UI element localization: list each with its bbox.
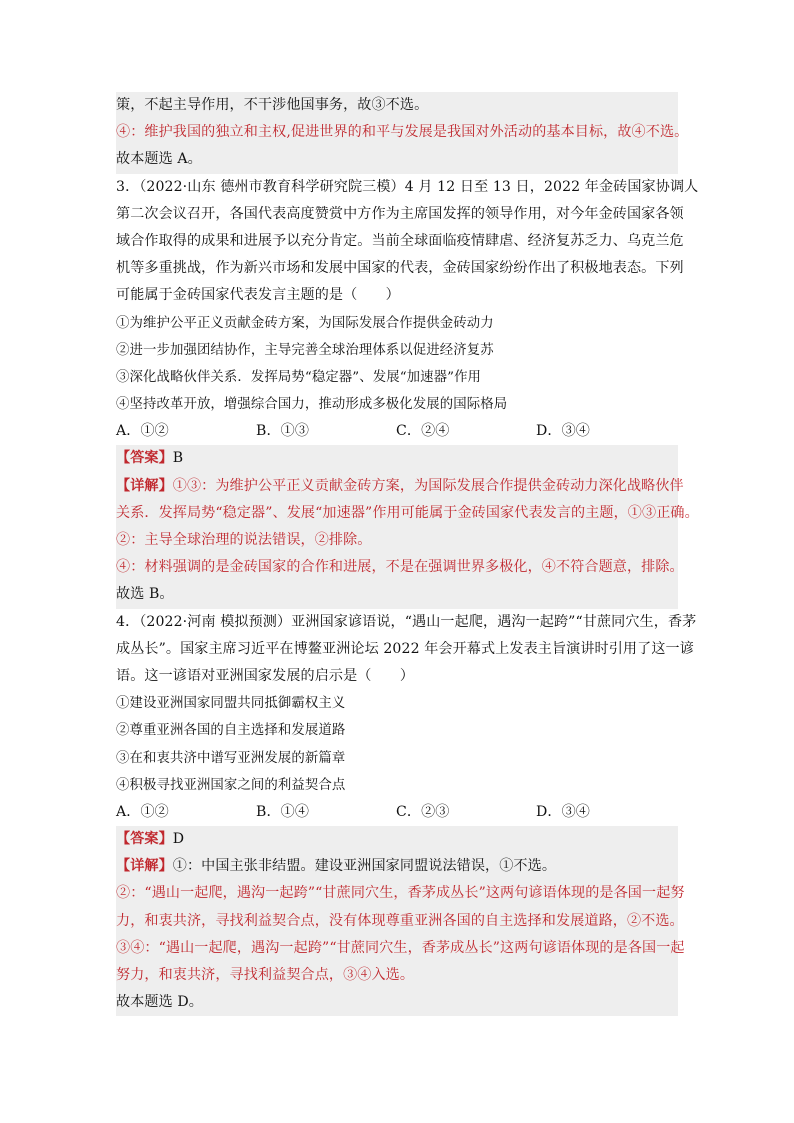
answer-value: D [172,831,185,848]
answer-block [116,445,699,608]
option-b: B．①④ [256,803,310,820]
explanation-line [116,473,684,500]
option-d: D．③④ [536,423,590,440]
question-stem-line: 成丛长”。国家主席习近平在博鳌亚洲论坛 2022 年会开幕式上发表主旨演讲时引用了这一谚 [116,640,694,657]
option-a: A．①② [116,423,169,440]
explanation-line: 力，和衷共济，寻找利益契合点，没有体现尊重亚洲各国的自主选择和发展道路，②不选。 [116,912,684,929]
option-c: C．②④ [396,423,450,440]
statement-item: ③在和衷共济中谱写亚洲发展的新篇章 [116,750,346,766]
question-stem-line: 3．（2022·山东 德州市教育科学研究院三模）4 月 12 日至 13 日，2022 年金砖国家协调人 [116,178,699,195]
statement-item: ①为维护公平正义贡献金砖方案，为国际发展合作提供金砖动力 [116,315,494,331]
page-content [116,92,699,1016]
question-stem-line: 可能属于金砖国家代表发言主题的是（ ） [116,287,400,304]
answer-options [116,418,678,445]
question-3 [116,174,699,609]
question-stem-line: 4．（2022·河南 模拟预测）亚洲国家谚语说，“遇山一起爬，遇沟一起跨”“甘蔗同穴生，香茅 [116,613,697,630]
prev-answer-line: ④：维护我国的独立和主权,促进世界的和平与发展是我国对外活动的基本目标，故④不选。 [116,124,689,141]
statement-item: ②尊重亚洲各国的自主选择和发展道路 [116,723,346,739]
explanation-line: 关系．发挥局势“稳定器”、发展“加速器”作用可能属于金砖国家代表发言的主题，①③正确。 [116,504,699,521]
statement-item: ④积极寻找亚洲国家之间的利益契合点 [116,777,346,793]
statement-item: ①建设亚洲国家同盟共同抵御霸权主义 [116,696,346,712]
option-d: D．③④ [536,803,590,820]
explanation-line: ④：材料强调的是金砖国家的合作和进展，不是在强调世界多极化，④不符合题意，排除。 [116,559,684,576]
answer-line [116,826,678,853]
prev-answer-block [116,92,689,174]
prev-answer-line: 策，不起主导作用，不干涉他国事务，故③不选。 [116,97,429,113]
conclusion-line: 故本题选 D。 [116,994,203,1011]
explanation-line: ②：主导全球治理的说法错误，②排除。 [116,532,372,548]
explanation-line: 努力，和衷共济，寻找利益契合点，③④入选。 [116,967,415,983]
answer-value: B [172,450,184,467]
option-b: B．①③ [256,423,310,440]
option-a: A．①② [116,803,169,820]
question-stem-line: 第二次会议召开，各国代表高度赞赏中方作为主席国发挥的领导作用，对今年金砖国家各领 [116,205,684,222]
explanation-tag: 【详解】 [116,477,173,494]
answer-block [116,826,685,1016]
statement-item: ④坚持改革开放，增强综合国力，推动形成多极化发展的国际格局 [116,397,508,413]
explanation-line: ②：“遇山一起爬，遇沟一起跨”“甘蔗同穴生，香茅成丛长”这两句谚语体现的是各国一起努 [116,885,685,902]
question-stem-line: 语。这一谚语对亚洲国家发展的启示是（ ） [116,667,415,684]
answer-line [116,445,678,472]
explanation-line: ③④：“遇山一起爬，遇沟一起跨”“甘蔗同穴生，香茅成丛长”这两句谚语体现的是各国一起 [116,939,685,956]
answer-options [116,799,678,826]
answer-tag: 【答案】 [116,450,173,467]
question-stem-line: 机等多重挑战，作为新兴市场和发展中国家的代表，金砖国家纷纷作出了积极地表态。下列 [116,260,684,277]
statement-item: ②进一步加强团结协作，主导完善全球治理体系以促进经济复苏 [116,342,494,358]
question-4 [116,609,697,1017]
explanation-text: ①：中国主张非结盟。建设亚洲国家同盟说法错误，①不选。 [172,858,557,875]
explanation-tag: 【详解】 [116,858,173,875]
answer-tag: 【答案】 [116,831,173,848]
explanation-text: ①③：为维护公平正义贡献金砖方案，为国际发展合作提供金砖动力深化战略伙伴 [172,477,684,494]
statement-item: ③深化战略伙伴关系．发挥局势“稳定器”、发展“加速器”作用 [116,369,482,385]
conclusion-line: 故选 B。 [116,586,174,603]
option-c: C．②③ [396,803,450,820]
question-stem-line: 域合作取得的成果和进展予以充分肯定。当前全球面临疫情肆虐、经济复苏乏力、乌克兰危 [116,232,684,249]
prev-answer-conclusion: 故本题选 A。 [116,151,202,168]
explanation-line [116,853,678,880]
